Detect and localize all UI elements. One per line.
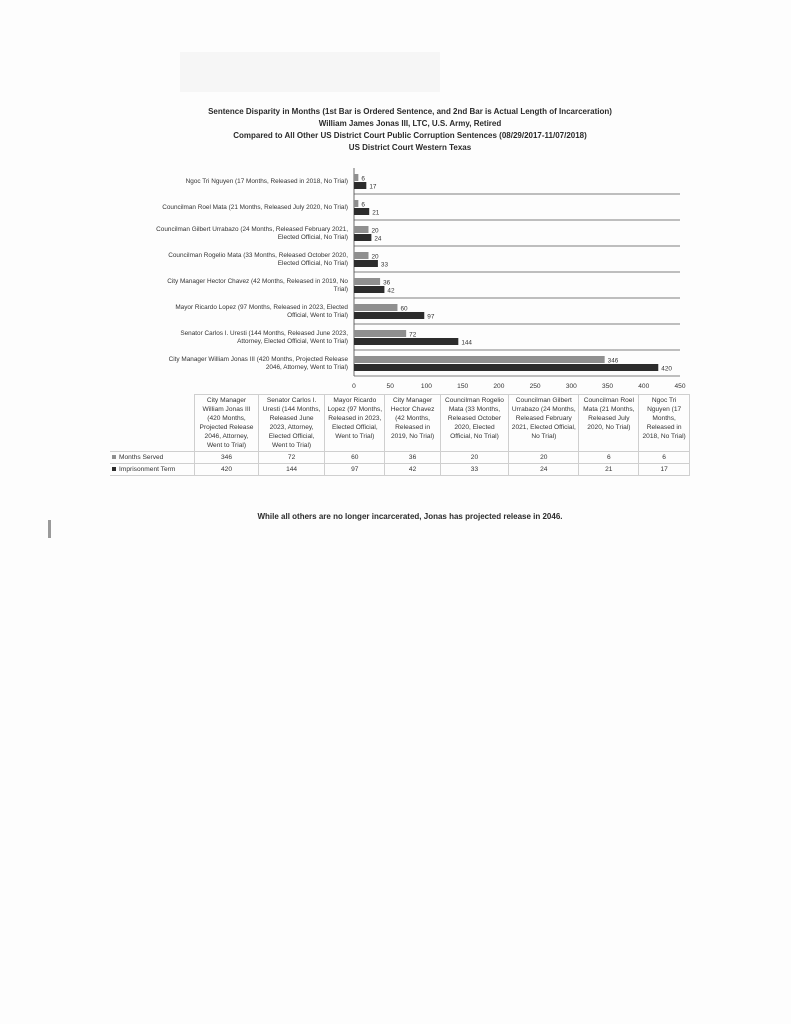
category-label: Councilman Roel Mata (21 Months, Released July 2020, No Trial) [162,204,348,211]
x-tick-label: 100 [420,383,432,390]
bar-imprisonment-term [354,182,366,189]
footnote: While all others are no longer incarcerated, Jonas has projected release in 2046. [257,512,563,521]
data-label: 42 [387,287,395,295]
x-tick-label: 0 [352,383,356,390]
table-cell: 24 [509,464,579,476]
data-label: 24 [374,235,382,243]
data-label: 20 [371,227,379,235]
bar-months-served [354,278,380,285]
table-row [110,452,690,464]
x-tick-label: 450 [674,383,686,390]
table-column-header: Councilman Rogelio Mata (33 Months, Released October 2020, Elected Official, No Trial) [440,395,509,452]
table-row-header [110,464,195,476]
category-label: City Manager Hector Chavez (42 Months, Released in 2019, No Trial) [167,278,348,293]
chart-subtitle-court: US District Court Western Texas [348,143,472,152]
table-column-header: Councilman Gilbert Urrabazo (24 Months, Released February 2021, Elected Official, No Trial) [509,395,579,452]
data-label: 21 [372,209,380,217]
data-label: 6 [361,175,365,183]
x-tick-label: 350 [602,383,614,390]
data-label: 20 [371,253,379,261]
x-tick-label: 300 [565,383,577,390]
data-label: 97 [427,313,435,321]
table-column-header: City Manager Hector Chavez (42 Months, Released in 2019, No Trial) [385,395,440,452]
table-cell: 42 [385,464,440,476]
legend-label: Imprisonment Term [119,466,176,473]
legend-swatch-imprisonment-term [112,467,116,471]
bar-imprisonment-term [354,260,378,267]
data-label: 60 [400,305,408,313]
bar-months-served [354,304,397,311]
table-column-header: Mayor Ricardo Lopez (97 Months, Released in 2023, Elected Official, Went to Trial) [325,395,385,452]
data-table [110,394,690,476]
table-cell: 21 [579,464,639,476]
table-column-header: City Manager William Jonas III (420 Months, Projected Release 2046, Attorney, Went to Trial) [195,395,259,452]
x-tick-label: 250 [529,383,541,390]
bar-months-served [354,356,605,363]
category-label: Mayor Ricardo Lopez (97 Months, Released in 2023, Elected Official, Went to Trial) [175,304,348,319]
bar-imprisonment-term [354,208,369,215]
chart-subtitle-name: William James Jonas III, LTC, U.S. Army, Retired [318,119,502,128]
table-cell: 6 [639,452,690,464]
table-cell: 6 [579,452,639,464]
x-tick-label: 200 [493,383,505,390]
category-label: Ngoc Tri Nguyen (17 Months, Released in 2018, No Trial) [185,178,348,185]
table-column-header: Ngoc Tri Nguyen (17 Months, Released in 2018, No Trial) [639,395,690,452]
data-label: 72 [409,331,417,339]
bar-imprisonment-term [354,338,458,345]
data-label: 36 [383,279,391,287]
data-label: 346 [607,357,619,365]
data-label: 420 [661,365,672,373]
data-label: 6 [361,201,365,209]
table-cell: 20 [440,452,509,464]
category-label: Councilman Gilbert Urrabazo (24 Months, Released February 2021, Elected Official, No Trial) [156,226,348,241]
table-cell: 97 [325,464,385,476]
legend-swatch-months-served [112,455,116,459]
data-label: 144 [461,339,472,347]
x-tick-label: 400 [638,383,650,390]
bar-months-served [354,330,406,337]
category-label: Senator Carlos I. Uresti (144 Months, Released June 2023, Attorney, Elected Official, Went to Trial) [180,330,348,345]
category-label: Councilman Rogelio Mata (33 Months, Released October 2020, Elected Official, No Trial) [168,252,348,267]
table-row [110,464,690,476]
bar-months-served [354,226,368,233]
data-label: 33 [380,261,389,269]
table-cell: 144 [258,464,324,476]
table-cell: 60 [325,452,385,464]
bar-months-served [354,200,358,207]
bar-months-served [354,252,368,259]
table-cell: 72 [258,452,324,464]
data-label: 17 [369,183,377,191]
table-cell: 20 [509,452,579,464]
table-cell: 346 [195,452,259,464]
chart-title: Sentence Disparity in Months (1st Bar is Ordered Sentence, and 2nd Bar is Actual Length of Incarceration) [208,107,612,116]
table-cell: 36 [385,452,440,464]
table-column-header: Senator Carlos I. Uresti (144 Months, Released June 2023, Attorney, Elected Official, Went to Trial) [258,395,324,452]
bar-months-served [354,174,358,181]
x-tick-label: 150 [457,383,469,390]
table-cell: 17 [639,464,690,476]
table-row-header [110,452,195,464]
bar-imprisonment-term [354,234,371,241]
table-cell: 420 [195,464,259,476]
legend-label: Months Served [119,454,164,461]
table-cell: 33 [440,464,509,476]
chart-subtitle-comparison: Compared to All Other US District Court Public Corruption Sentences (08/29/2017-11/07/2018) [233,131,587,140]
x-tick-label: 50 [386,383,394,390]
bar-imprisonment-term [354,286,384,293]
table-column-header: Councilman Roel Mata (21 Months, Released July 2020, No Trial) [579,395,639,452]
bar-imprisonment-term [354,312,424,319]
category-label: City Manager William Jonas III (420 Months, Projected Release 2046, Attorney, Went to Trial) [168,356,348,371]
bar-imprisonment-term [354,364,658,371]
table-corner [110,395,195,452]
table-header-row [110,395,690,452]
